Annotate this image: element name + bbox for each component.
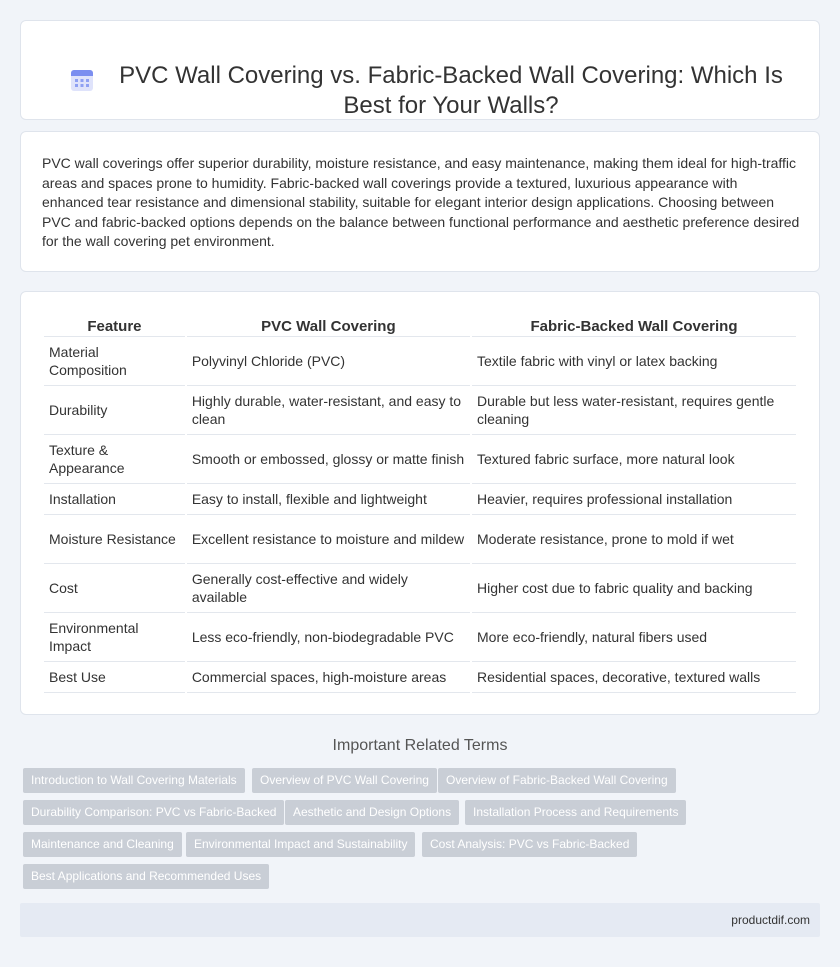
table-header: Feature	[44, 315, 185, 337]
table-cell: Texture & Appearance	[44, 435, 185, 484]
table-cell: Easy to install, flexible and lightweight	[187, 484, 470, 515]
table-cell: Cost	[44, 564, 185, 613]
related-term-tag[interactable]: Overview of PVC Wall Covering	[252, 768, 437, 793]
related-term-tag[interactable]: Aesthetic and Design Options	[285, 800, 459, 825]
page-title: PVC Wall Covering vs. Fabric-Backed Wall Covering: Which Is Best for Your Walls?	[119, 62, 783, 119]
table-row	[44, 564, 796, 613]
table-cell: Durable but less water-resistant, requires gentle cleaning	[472, 386, 796, 435]
related-term-tag[interactable]: Best Applications and Recommended Uses	[23, 864, 269, 889]
table-row	[44, 613, 796, 662]
footer	[20, 903, 820, 937]
table-cell: Excellent resistance to moisture and mildew	[187, 515, 470, 564]
table-row	[44, 337, 796, 386]
table-row	[44, 435, 796, 484]
table-cell: Moderate resistance, prone to mold if wet	[472, 515, 796, 564]
table-cell: Installation	[44, 484, 185, 515]
table-cell: Higher cost due to fabric quality and backing	[472, 564, 796, 613]
table-row	[44, 386, 796, 435]
table-row	[44, 662, 796, 693]
table-header-row	[44, 315, 796, 337]
related-term-tag[interactable]: Overview of Fabric-Backed Wall Covering	[438, 768, 676, 793]
table-row	[44, 484, 796, 515]
table-cell: Textile fabric with vinyl or latex backing	[472, 337, 796, 386]
title-card	[20, 20, 820, 120]
table-header: PVC Wall Covering	[187, 315, 470, 337]
table-cell: Residential spaces, decorative, textured walls	[472, 662, 796, 693]
related-terms-heading: Important Related Terms	[332, 737, 508, 754]
intro-card	[20, 131, 820, 272]
related-term-tag[interactable]: Introduction to Wall Covering Materials	[23, 768, 245, 793]
table-cell: Material Composition	[44, 337, 185, 386]
table-cell: Moisture Resistance	[44, 515, 185, 564]
table-cell: Highly durable, water-resistant, and easy to clean	[187, 386, 470, 435]
calendar-icon	[69, 67, 95, 93]
table-cell: Environmental Impact	[44, 613, 185, 662]
table-cell: Commercial spaces, high-moisture areas	[187, 662, 470, 693]
table-cell: Smooth or embossed, glossy or matte finish	[187, 435, 470, 484]
table-cell: Heavier, requires professional installation	[472, 484, 796, 515]
related-term-tag[interactable]: Maintenance and Cleaning	[23, 832, 182, 857]
table-cell: Less eco-friendly, non-biodegradable PVC	[187, 613, 470, 662]
table-cell: Textured fabric surface, more natural look	[472, 435, 796, 484]
table-cell: Durability	[44, 386, 185, 435]
comparison-table-card	[20, 291, 820, 715]
related-term-tag[interactable]: Environmental Impact and Sustainability	[186, 832, 415, 857]
table-header: Fabric-Backed Wall Covering	[472, 315, 796, 337]
comparison-table	[42, 315, 798, 693]
footer-site-name: productdif.com	[731, 913, 810, 927]
related-term-tag[interactable]: Durability Comparison: PVC vs Fabric-Backed	[23, 800, 284, 825]
table-cell: Generally cost-effective and widely available	[187, 564, 470, 613]
table-cell: Best Use	[44, 662, 185, 693]
intro-paragraph: PVC wall coverings offer superior durability, moisture resistance, and easy maintenance, making them ideal for high-traffic areas and spaces prone to humidity. Fabric-backed wall coverings provide a textured, luxurious appearance with enhanced tear resistance and dimensional stability, suitable for elegant interior design applications. Choosing between PVC and fabric-backed options depends on the balance between functional performance and aesthetic preference desired for the wall covering pet environment.	[42, 155, 800, 249]
related-term-tag[interactable]: Cost Analysis: PVC vs Fabric-Backed	[422, 832, 637, 857]
table-cell: Polyvinyl Chloride (PVC)	[187, 337, 470, 386]
related-term-tag[interactable]: Installation Process and Requirements	[465, 800, 686, 825]
table-cell: More eco-friendly, natural fibers used	[472, 613, 796, 662]
table-row	[44, 515, 796, 564]
